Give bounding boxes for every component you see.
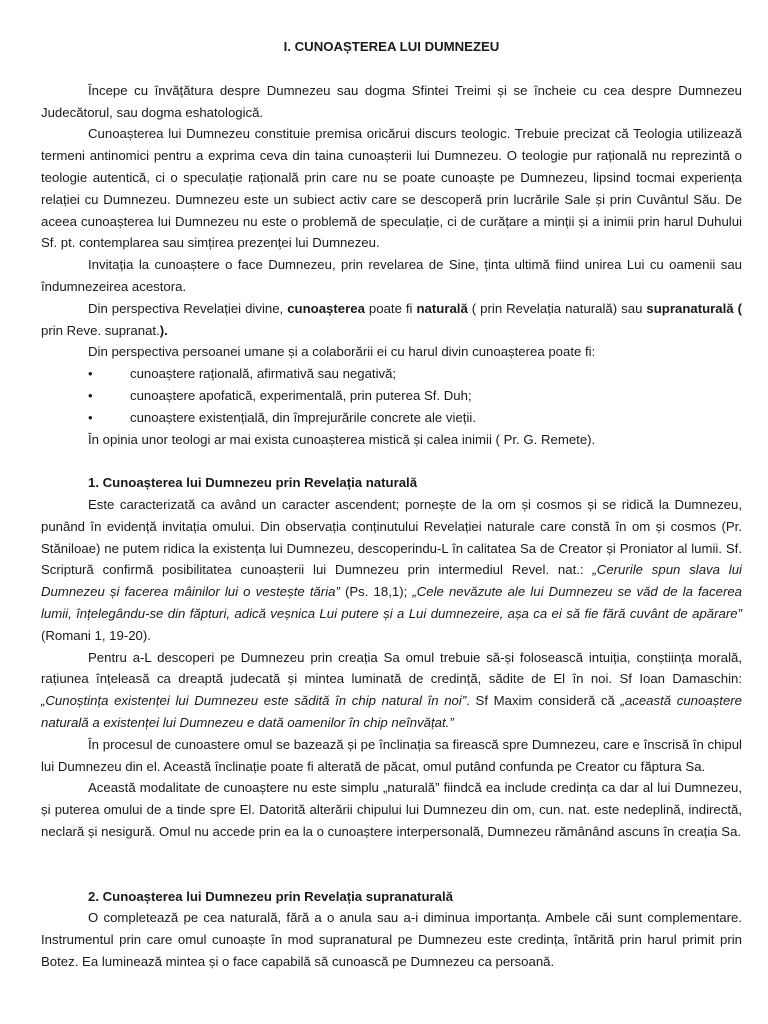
bold-run: ). [159,322,168,338]
italic-quote: „Cunoștința existenței lui Dumnezeu este sădită în chip natural în noi” [41,693,467,709]
section-1-paragraph-4: Această modalitate de cunoaștere nu este simplu „naturală” fiindcă ea include credința ca dar al lui Dumnezeu, și puterea omului de a tinde spre El. Datorită alterării chipului lui Dumnezeu din om, cun. nat. este nedeplină, indirectă, neclară și nesigură. Omul nu accede prin ea la o cunoaștere interpersonală, Dumnezeu rămânând ascuns în creația Sa. [41,780,742,839]
text-run: ( prin Revelația naturală) sau [467,300,647,316]
intro-paragraph-5: Din perspectiva persoanei umane și a colaborării ei cu harul divin cunoașterea poate fi: [88,344,596,360]
bullet-list [41,363,742,428]
text-run: . Sf Maxim consideră că [466,693,621,709]
intro-paragraph-3: Invitația la cunoaștere o face Dumnezeu, prin revelarea de Sine, ținta ultimă fiind unirea Lui cu oamenii sau îndumnezeirea acestora. [41,257,742,294]
section-2-paragraph-1: O completează pe cea naturală, fără a o anula sau a-i diminua importanța. Ambele căi sunt complementare. Instrumentul prin care omul cunoaște în mod supranatural pe Dumnezeu este credința, întărită prin harul primit prin Botez. Ea luminează mintea și o face capabilă să cunoască pe Dumnezeu ca persoană. [41,910,742,970]
spacer [41,450,742,472]
text-run: poate fi [364,300,417,316]
text-run: Este caracterizată ca având un caracter ascendent; pornește de la om și cosmos și se ridică la Dumnezeu, punând în evidență invitația omului. Din observația conținutului Revelației naturale care constă în om și cosmos (Pr. Stăniloae) ne putem ridica la existența lui Dumnezeu, descoperindu-L în calitatea Sa de Creator și Proniator al lumii. Sf. Scriptură confirmă posibilitatea cunoașterii lui Dumnezeu prin intermediul Revel. nat.: [41,496,742,578]
bold-run: cunoașterea [287,300,365,316]
list-item-text: cunoaștere apofatică, experimentală, prin puterea Sf. Duh; [130,387,472,403]
list-item [41,385,742,407]
italic-quote: „această cunoaștere naturală a existenței lui Dumnezeu e dată oamenilor în chip neînvățat.” [41,693,743,730]
section-1-paragraph-2 [41,647,742,734]
text-run: Din perspectiva Revelației divine, [88,300,288,316]
italic-quote: „Cerurile spun slava lui Dumnezeu și facerea mâinilor lui o vestește tăria” [41,562,742,600]
document-title: I. CUNOAȘTEREA LUI DUMNEZEU [283,39,500,54]
bold-run: supranaturală ( [646,300,742,316]
intro-paragraph-6: În opinia unor teologi ar mai exista cunoașterea mistică și calea inimii ( Pr. G. Remete). [88,431,596,447]
intro-paragraph-4 [41,298,742,342]
list-item [41,363,742,385]
intro-paragraph-1: Începe cu învățătura despre Dumnezeu sau dogma Sfintei Treimi și se încheie cu cea despre Dumnezeu Judecătorul, sau dogma eshatologică. [41,82,742,120]
spacer [41,843,742,886]
text-run: Pentru a-L descoperi pe Dumnezeu prin creația Sa omul trebuie să-și folosească intuiția, conștiința morală, rațiunea înțeleasă ca dreaptă judecată și mintea luminată de credință, sădite de El în noi. Sf Ioan Damaschin: [41,649,742,687]
list-item [41,407,742,429]
list-item-text: cunoaștere existențială, din împrejurările concrete ale vieții. [130,409,476,425]
section-1-paragraph-3: În procesul de cunoastere omul se bazează și pe înclinația sa firească spre Dumnezeu, care e înscrisă în chipul lui Dumnezeu din el. Această înclinație poate fi alterată de păcat, omul putând confunda pe Creator cu făptura Sa. [41,736,742,774]
bullet-icon: • [88,409,93,425]
bold-run: naturală [416,300,468,316]
bullet-icon: • [88,366,93,382]
italic-quote: „Cele nevăzute ale lui Dumnezeu se văd de la facerea lumii, înțelegându-se din făpturi, adică veșnica Lui putere și a Lui dumnezeire, așa ca ei să fie fără cuvânt de apărare” [41,584,742,621]
section-2-heading: 2. Cunoașterea lui Dumnezeu prin Revelația supranaturală [88,888,453,904]
list-item-text: cunoaștere rațională, afirmativă sau negativă; [130,366,397,382]
text-run: (Ps. 18,1); [339,584,413,600]
bullet-icon: • [88,387,93,403]
intro-paragraph-2: Cunoașterea lui Dumnezeu constituie premisa oricărui discurs teologic. Trebuie precizat că Teologia utilizează termeni antinomici pentru a exprima ceva din taina cunoașterii lui Dumnezeu. O teologie pur rațională nu reprezintă o teologie autentică, ci o speculație rațională prin care nu se poate cunoaște pe Dumnezeu, lipsind tocmai experiența relației cu Dumnezeu. Dumnezeu este un subiect activ care se descoperă prin lucrările Sale și prin Cuvântul Său. De aceea cunoașterea lui Dumnezeu nu este o problemă de speculație, ci de curățare a minții și a inimii prin harul Duhului Sf. pt. contemplarea sau simțirea prezenței lui Dumnezeu. [41,126,742,251]
section-1-paragraph-1 [41,494,742,647]
text-run: prin Reve. supranat. [41,322,160,338]
text-run: (Romani 1, 19-20). [41,627,151,643]
section-1-heading: 1. Cunoașterea lui Dumnezeu prin Revelația naturală [88,475,418,491]
